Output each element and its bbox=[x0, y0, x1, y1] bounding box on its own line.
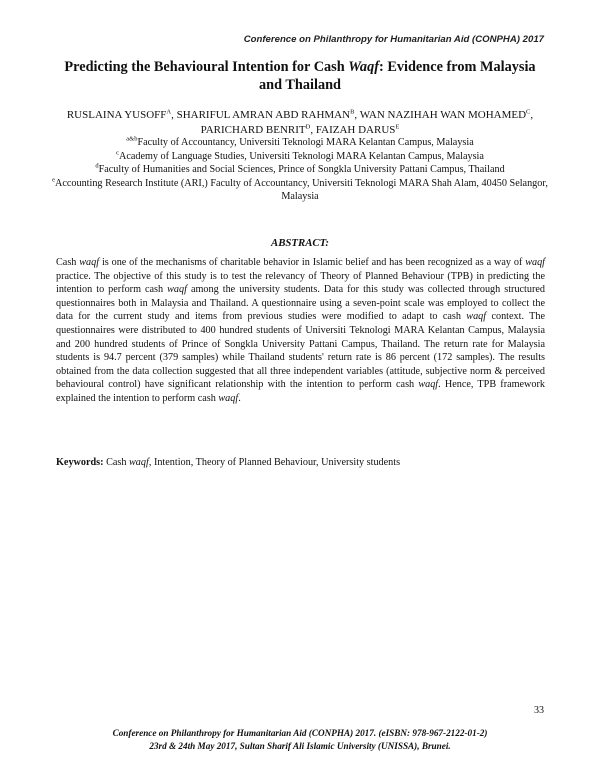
affiliation-superscript: a&b bbox=[126, 135, 138, 143]
abstract-italic-term: waqf bbox=[418, 379, 439, 391]
author-name: SHARIFUL AMRAN ABD RAHMAN bbox=[176, 109, 351, 121]
abstract-text: . Hence, TPB framework explained the intention to perform cash bbox=[56, 379, 545, 404]
author-superscript: A bbox=[166, 108, 172, 116]
abstract-italic-term: waqf bbox=[79, 257, 100, 268]
page-number: 33 bbox=[534, 705, 544, 716]
author-name: FAIZAH DARUS bbox=[315, 123, 396, 136]
title-part-1: Predicting the Behavioural Intention for Cash bbox=[64, 59, 349, 75]
author-superscript: B bbox=[350, 108, 355, 116]
author-name: PARICHARD BENRIT bbox=[200, 123, 306, 136]
author-name: WAN NAZIHAH WAN MOHAMED bbox=[359, 109, 527, 121]
page-footer bbox=[0, 727, 600, 753]
abstract-body bbox=[56, 256, 545, 406]
author-superscript: E bbox=[395, 122, 400, 130]
abstract-italic-term: waqf bbox=[466, 311, 487, 323]
author-superscript: C bbox=[526, 108, 531, 116]
abstract-text: context. The questionnaires were distributed to 400 hundred students of Universiti Teknologi MARA Kelantan Campus, Malaysia and 200 hundred students of Prince of Songkla University Pattani Campus, Thailand. The return rate for Malaysia students is 94.7 percent (379 samples) while Thailand students' return rate is 86 percent (172 samples). The results obtained from the data collection suggested that all three independent variables (attitude, subjective norm & perceived behavioural control) have significant relationship with the intention to perform cash bbox=[56, 311, 545, 391]
keywords-line bbox=[56, 456, 545, 470]
footer-line-2: 23rd & 24th May 2017, Sultan Sharif Ali Islamic University (UNISSA), Brunei. bbox=[149, 740, 451, 751]
affiliation-line bbox=[40, 163, 560, 177]
abstract-italic-term: waqf bbox=[167, 284, 187, 296]
keywords-text: , Intention, Theory of Planned Behaviour, University students bbox=[148, 457, 401, 468]
footer-line-1: Conference on Philanthropy for Humanitarian Aid (CONPHA) 2017. (eISBN: 978-967-2122-01-2) bbox=[112, 728, 488, 738]
affiliation-superscript: e bbox=[52, 176, 55, 184]
abstract-italic-term: waqf bbox=[525, 257, 546, 268]
author-name: RUSLAINA YUSOFF bbox=[66, 109, 167, 121]
affiliation-text: Accounting Research Institute (ARI,) Faculty of Accountancy, Universiti Teknologi MARA Shah Alam, 40450 Selangor, Malaysia bbox=[55, 177, 548, 203]
abstract-text: practice. The objective of this study is to test the relevancy of Theory of Planned Behaviour (TPB) in predicting the intention to perform cash bbox=[56, 270, 545, 296]
affiliation-superscript: d bbox=[95, 162, 99, 170]
affiliation-text: Faculty of Accountancy, Universiti Teknologi MARA Kelantan Campus, Malaysia bbox=[137, 137, 474, 148]
affiliation-line bbox=[40, 136, 560, 150]
abstract-text: among the university students. Data for this study was collected through structured questionnaires both in Malaysia and Thailand. A questionnaire using a seven-point scale was employed to collect the data for the current study and items from previous studies were modified to adapt to cash bbox=[56, 284, 545, 323]
paper-title bbox=[60, 58, 540, 94]
keywords-italic-term: waqf bbox=[129, 457, 149, 468]
title-italic-term: Waqf bbox=[348, 59, 379, 75]
keywords-text: Cash bbox=[103, 457, 130, 468]
title-part-2: : Evidence from Malaysia and Thailand bbox=[259, 59, 536, 93]
affiliation-line bbox=[40, 150, 560, 164]
abstract-italic-term: waqf bbox=[218, 392, 239, 404]
affiliation-superscript: c bbox=[116, 149, 119, 157]
abstract-text: is one of the mechanisms of charitable behavior in Islamic belief and has been recognized as a way of bbox=[99, 257, 526, 268]
keywords-text bbox=[104, 457, 401, 468]
keywords-label: Keywords: bbox=[56, 457, 104, 468]
affiliation-text: Faculty of Humanities and Social Sciences, Prince of Songkla University Pattani Campus, Thailand bbox=[98, 164, 505, 176]
affiliation-line bbox=[40, 177, 560, 204]
abstract-text: . bbox=[238, 392, 241, 404]
running-header: Conference on Philanthropy for Humanitarian Aid (CONPHA) 2017 bbox=[243, 34, 544, 45]
author-list: RUSLAINA $YUSOFF^A$, SHARIFUL AMRAN ABD $RAHMAN^B$, WAN NAZIHAH WAN $MOHAMED^C$, PARICHARD $BENRIT^D$, FAIZAH $DARUS^E$ bbox=[66, 108, 534, 136]
author-superscript: D bbox=[305, 122, 311, 130]
affiliation-text: Academy of Language Studies, Universiti Teknologi MARA Kelantan Campus, Malaysia bbox=[118, 150, 484, 162]
abstract-text: Cash bbox=[56, 257, 80, 268]
affiliation-list bbox=[40, 136, 560, 204]
abstract-heading: ABSTRACT: bbox=[271, 237, 329, 249]
